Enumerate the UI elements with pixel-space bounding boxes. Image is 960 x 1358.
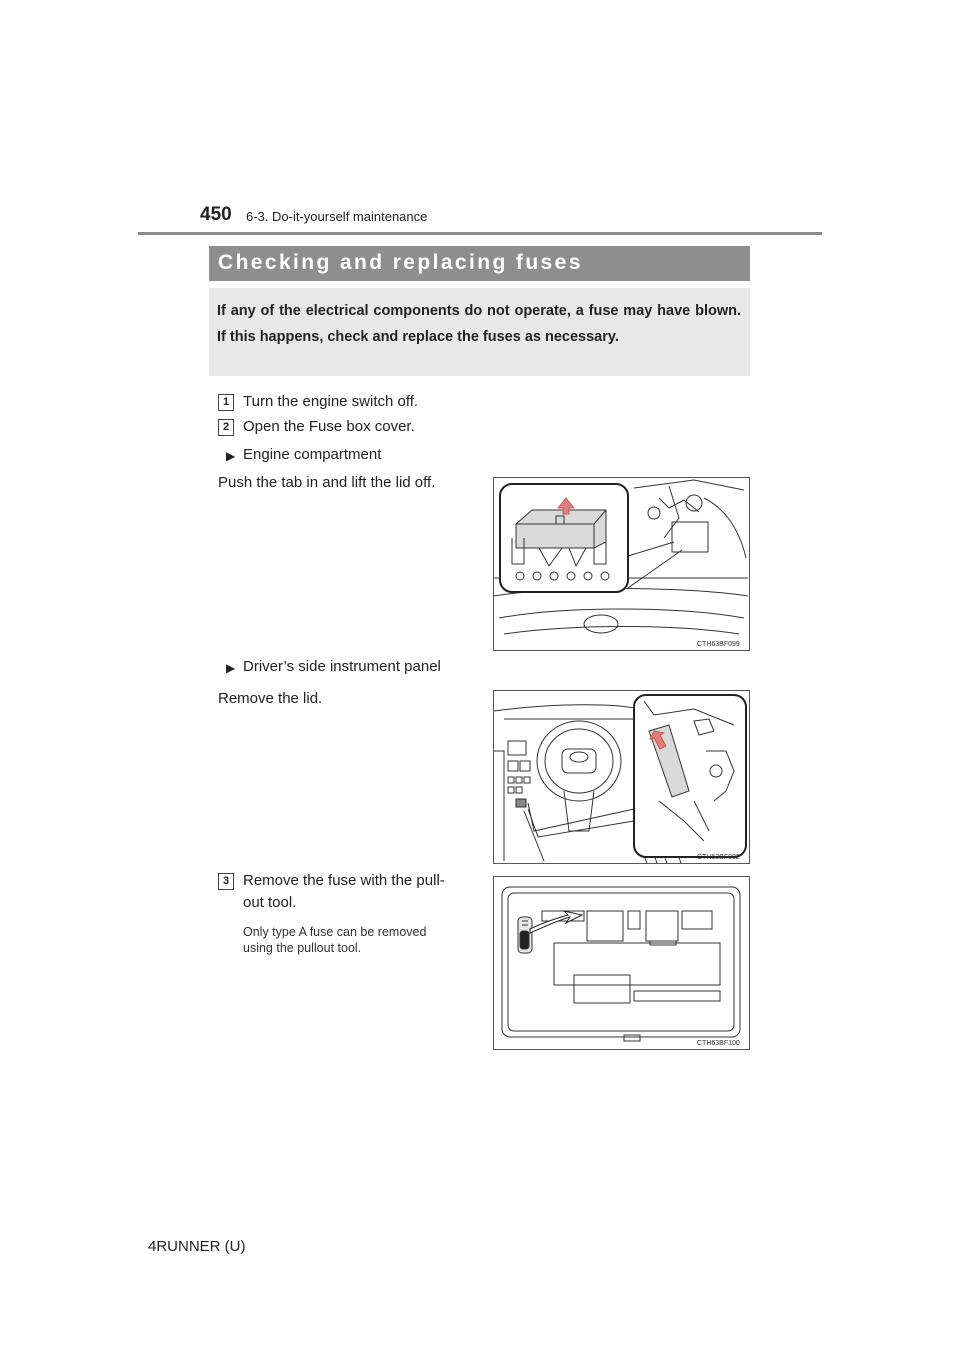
engine-figure-code: CTH63BF099 xyxy=(697,641,740,648)
step-2-number: 2 xyxy=(218,419,234,436)
step-3-text-line2: out tool. xyxy=(243,894,297,911)
driver-figure-code: CTH63BF082 xyxy=(697,854,740,861)
step-3-note-line2: using the pullout tool. xyxy=(243,941,362,955)
driver-text: Remove the lid. xyxy=(218,690,323,707)
triangle-bullet-icon: ▶ xyxy=(226,661,236,675)
driver-figure xyxy=(493,690,750,864)
step-3-text-line1: Remove the fuse with the pull- xyxy=(243,872,445,889)
driver-heading: Driver’s side instrument panel xyxy=(243,658,441,675)
step-3-note-line1: Only type A fuse can be removed xyxy=(243,925,427,939)
header-rule xyxy=(138,232,822,235)
section-title: 6-3. Do-it-yourself maintenance xyxy=(246,209,428,224)
page-number: 450 xyxy=(200,204,232,225)
step-1-number: 1 xyxy=(218,394,234,411)
fusebox-illustration xyxy=(494,877,749,1049)
step-2-text: Open the Fuse box cover. xyxy=(243,418,415,435)
intro-text: If any of the electrical components do not operate, a fuse may have blown. If this happens, check and replace the fuses as necessary. xyxy=(217,303,741,345)
footer-model: 4RUNNER (U) xyxy=(148,1238,246,1255)
engine-figure xyxy=(493,477,750,651)
intro-box xyxy=(209,288,750,376)
title-bar xyxy=(209,246,750,281)
fusebox-figure xyxy=(493,876,750,1050)
engine-illustration xyxy=(494,478,749,650)
step-3-number: 3 xyxy=(218,873,234,890)
triangle-bullet-icon: ▶ xyxy=(226,449,236,463)
instrument-panel-illustration xyxy=(494,691,749,863)
step-1-text: Turn the engine switch off. xyxy=(243,393,419,410)
engine-text: Push the tab in and lift the lid off. xyxy=(218,474,436,491)
fusebox-figure-code: CTH63BF100 xyxy=(697,1040,740,1047)
page-title: Checking and replacing fuses xyxy=(218,251,583,274)
engine-heading: Engine compartment xyxy=(243,446,382,463)
